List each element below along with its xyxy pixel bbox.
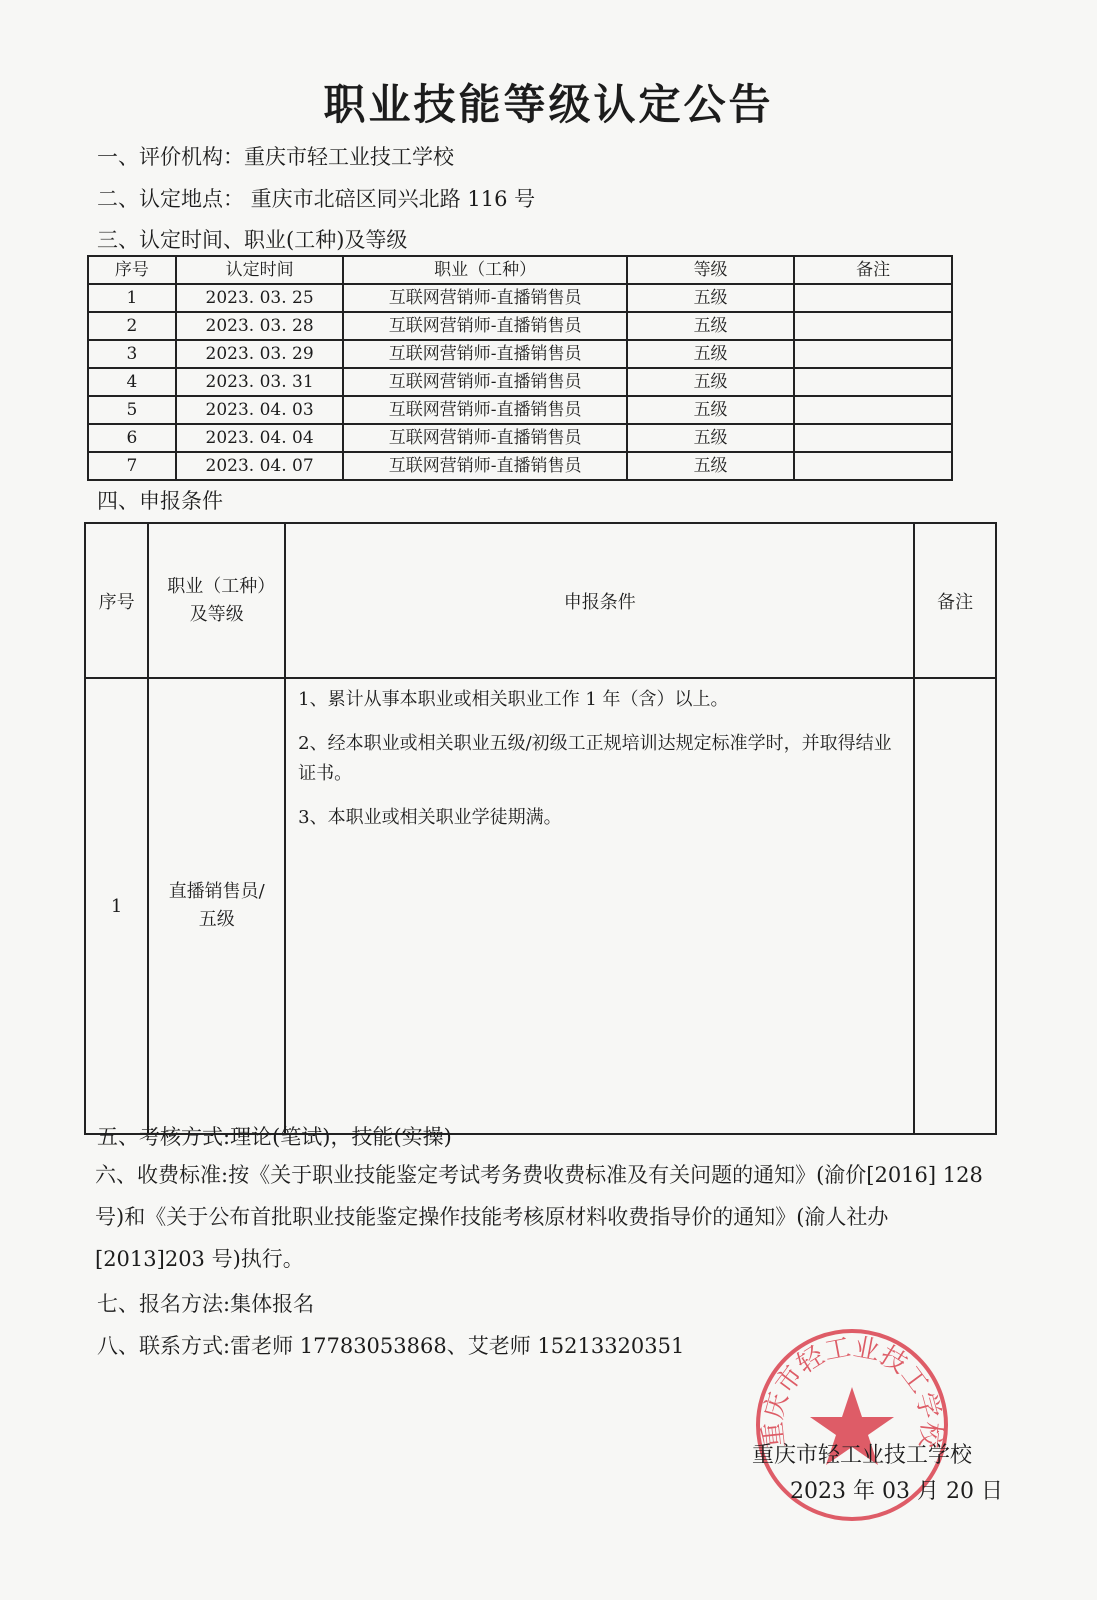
section-fees: 六、收费标准:按《关于职业技能鉴定考试考务费收费标准及有关问题的通知》(渝价[2016] 128 号)和《关于公布首批职业技能鉴定操作技能考核原材料收费指导价的通知》(渝人社办[2013]203 号)执行。 <box>95 1163 983 1271</box>
header-cell <box>148 523 285 678</box>
header-cell: 申报条件 <box>285 523 914 678</box>
cell-level: 五级 <box>627 368 795 396</box>
header-cell: 职业（工种） <box>343 256 626 284</box>
cell-level: 五级 <box>627 340 795 368</box>
header-cell: 备注 <box>914 523 996 678</box>
cell-job: 互联网营销师-直播销售员 <box>343 284 626 312</box>
section-location: 二、认定地点： 重庆市北碚区同兴北路 116 号 <box>97 187 536 211</box>
cell-job: 互联网营销师-直播销售员 <box>343 452 626 480</box>
cell-no: 3 <box>88 340 176 368</box>
cell-no: 1 <box>88 284 176 312</box>
cell-date: 2023. 04. 04 <box>176 424 344 452</box>
cell-level: 五级 <box>627 396 795 424</box>
schedule-table <box>87 255 953 481</box>
cell-job <box>148 678 285 1134</box>
cell-job: 互联网营销师-直播销售员 <box>343 340 626 368</box>
cell-date: 2023. 03. 25 <box>176 284 344 312</box>
cell-level: 五级 <box>627 312 795 340</box>
section-registration: 七、报名方法:集体报名 <box>97 1292 315 1316</box>
cell-note <box>914 678 996 1134</box>
cell-note <box>794 452 952 480</box>
cell-note <box>794 340 952 368</box>
section-assessment: 五、考核方式:理论(笔试)，技能(实操) <box>97 1125 452 1149</box>
cell-no: 4 <box>88 368 176 396</box>
section-time-heading: 三、认定时间、职业(工种)及等级 <box>97 228 408 252</box>
table-header-row <box>88 256 952 284</box>
section-conditions-heading: 四、申报条件 <box>97 489 223 513</box>
cell-date: 2023. 03. 29 <box>176 340 344 368</box>
header-cell: 认定时间 <box>176 256 344 284</box>
cell-job: 互联网营销师-直播销售员 <box>343 396 626 424</box>
cell-level: 五级 <box>627 284 795 312</box>
cell-conditions <box>285 678 914 1134</box>
cell-date: 2023. 03. 28 <box>176 312 344 340</box>
condition-item: 3、本职业或相关职业学徒期满。 <box>298 807 562 828</box>
section-evaluator: 一、评价机构：重庆市轻工业技工学校 <box>97 145 454 169</box>
section-contact: 八、联系方式:雷老师 17783053868、艾老师 15213320351 <box>97 1334 685 1358</box>
cell-job: 互联网营销师-直播销售员 <box>343 312 626 340</box>
cell-no: 1 <box>85 678 148 1134</box>
cell-level: 五级 <box>627 452 795 480</box>
table-row <box>85 678 996 1134</box>
header-cell: 等级 <box>627 256 795 284</box>
cell-note <box>794 368 952 396</box>
condition-item: 1、累计从事本职业或相关职业工作 1 年（含）以上。 <box>298 689 729 710</box>
cell-note <box>794 424 952 452</box>
cell-job: 互联网营销师-直播销售员 <box>343 368 626 396</box>
table-row <box>88 424 952 452</box>
table-row <box>88 368 952 396</box>
cell-no: 6 <box>88 424 176 452</box>
job-level-text: 直播销售员/五级 <box>168 881 265 930</box>
table-row <box>88 284 952 312</box>
cell-note <box>794 312 952 340</box>
cell-date: 2023. 04. 03 <box>176 396 344 424</box>
header-cell: 备注 <box>794 256 952 284</box>
cell-note <box>794 396 952 424</box>
header-job-level: 职业（工种）及等级 <box>167 575 267 625</box>
cell-date: 2023. 04. 07 <box>176 452 344 480</box>
table-row <box>88 396 952 424</box>
cell-date: 2023. 03. 31 <box>176 368 344 396</box>
table-row <box>88 340 952 368</box>
cell-no: 2 <box>88 312 176 340</box>
signature-date: 2023 年 03 月 20 日 <box>790 1479 1003 1504</box>
cell-no: 7 <box>88 452 176 480</box>
conditions-table <box>84 522 997 1135</box>
seal-text: 重庆市轻工业技工学校 <box>758 1332 946 1450</box>
cell-no: 5 <box>88 396 176 424</box>
header-cell: 序号 <box>85 523 148 678</box>
cell-job: 互联网营销师-直播销售员 <box>343 424 626 452</box>
signature-org: 重庆市轻工业技工学校 <box>752 1443 973 1468</box>
cell-note <box>794 284 952 312</box>
page-title: 职业技能等级认定公告 <box>323 80 774 129</box>
cell-level: 五级 <box>627 424 795 452</box>
table-row <box>88 452 952 480</box>
condition-item: 2、经本职业或相关职业五级/初级工正规培训达规定标准学时，并取得结业证书。 <box>298 733 892 784</box>
table-row <box>88 312 952 340</box>
table-header-row <box>85 523 996 678</box>
header-cell: 序号 <box>88 256 176 284</box>
